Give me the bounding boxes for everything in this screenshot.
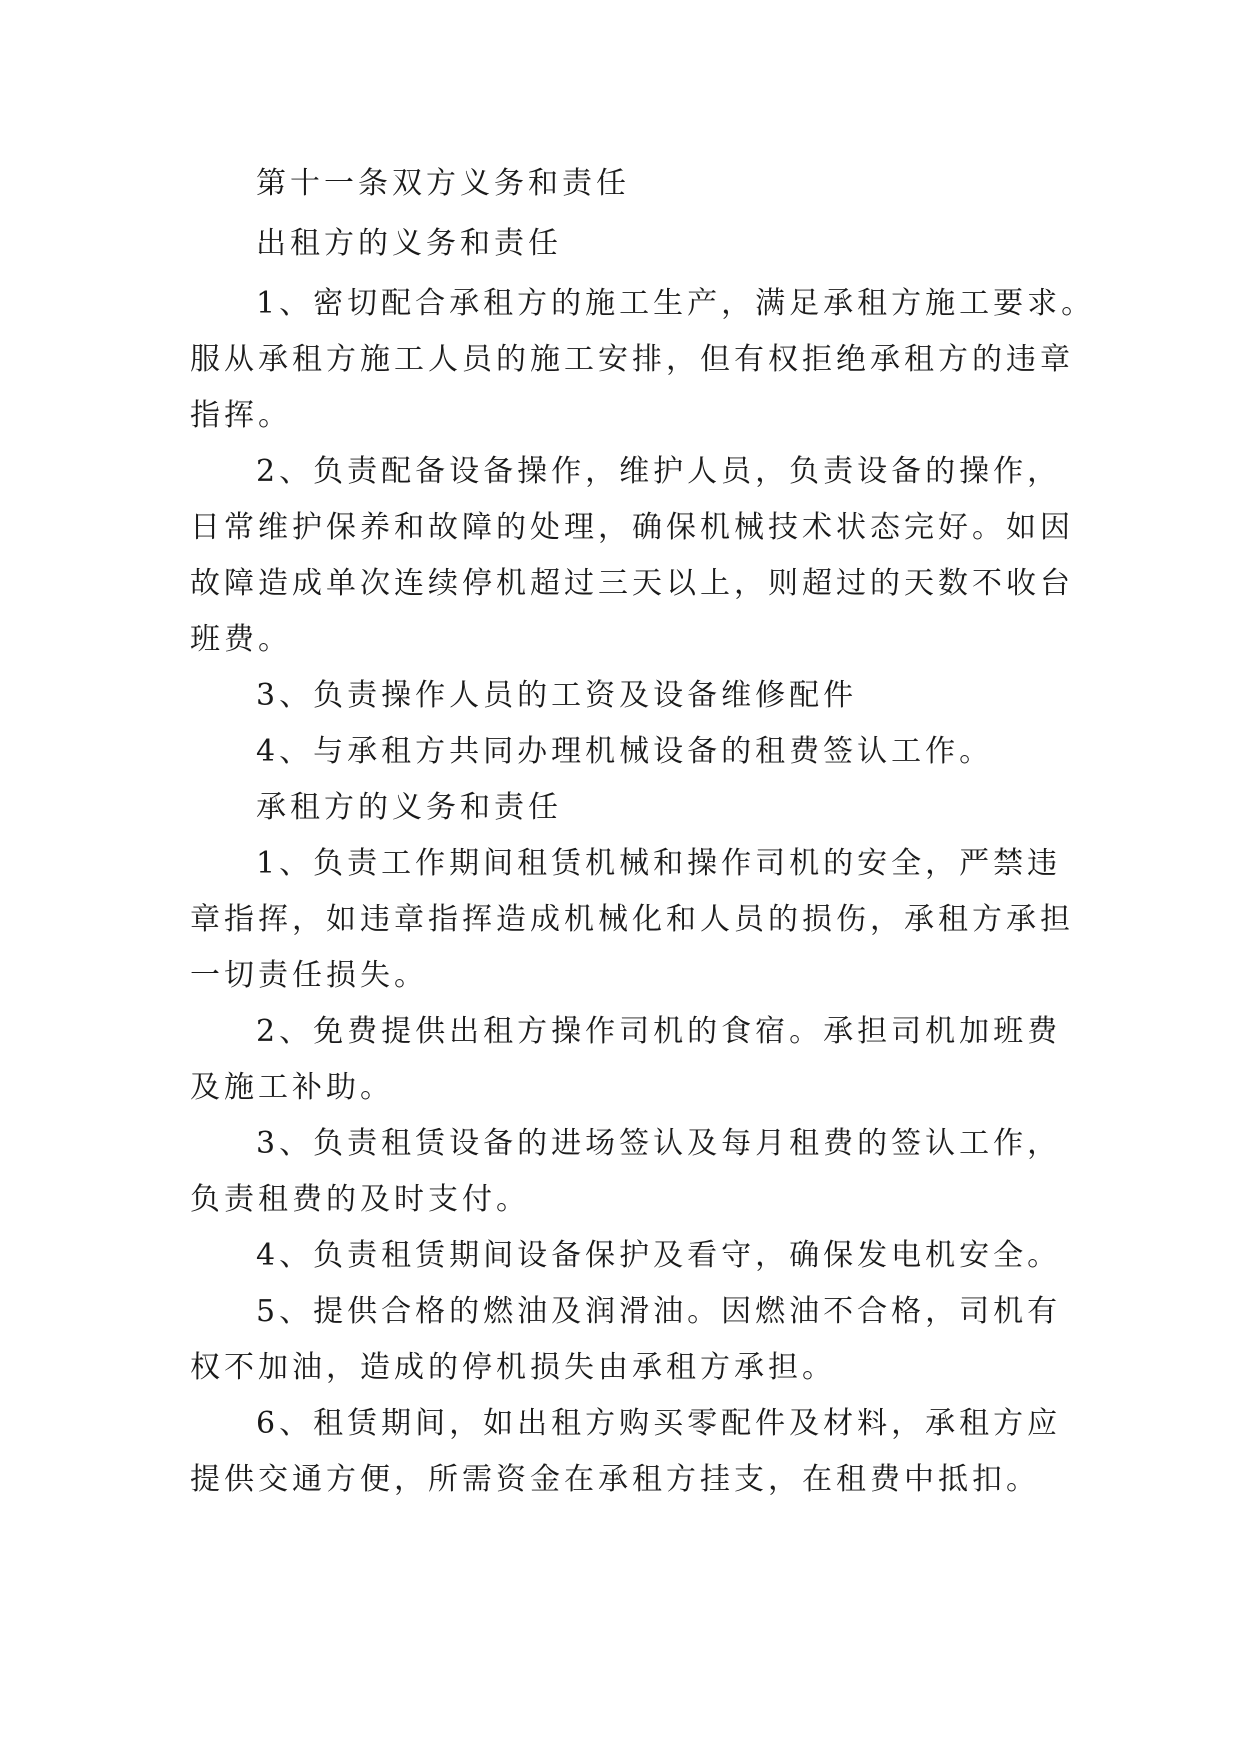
lessor-clause-2: 日常维护保养和故障的处理，确保机械技术状态完好。如因 bbox=[190, 510, 1074, 545]
lessor-clause-1: 指挥。 bbox=[190, 398, 292, 433]
lessor-clause-1: 1、密切配合承租方的施工生产，满足承租方施工要求。 bbox=[256, 286, 1096, 321]
lessor-clause-2: 故障造成单次连续停机超过三天以上，则超过的天数不收台 bbox=[190, 566, 1074, 601]
lessee-clause-1: 一切责任损失。 bbox=[190, 958, 428, 993]
lessor-clause-3: 3、负责操作人员的工资及设备维修配件 bbox=[256, 678, 858, 713]
lessee-clause-5: 权不加油，造成的停机损失由承租方承担。 bbox=[190, 1350, 836, 1385]
section-heading: 第十一条双方义务和责任 bbox=[256, 166, 630, 201]
lessor-clause-2: 班费。 bbox=[190, 622, 292, 657]
lessee-clause-1: 章指挥，如违章指挥造成机械化和人员的损伤，承租方承担 bbox=[190, 902, 1074, 937]
subsection-heading-lessor: 出租方的义务和责任 bbox=[256, 226, 562, 261]
lessee-clause-3: 3、负责租赁设备的进场签认及每月租费的签认工作， bbox=[256, 1126, 1062, 1161]
lessor-clause-2: 2、负责配备设备操作，维护人员，负责设备的操作， bbox=[256, 454, 1062, 489]
lessee-clause-2: 及施工补助。 bbox=[190, 1070, 394, 1105]
lessee-clause-3: 负责租费的及时支付。 bbox=[190, 1182, 530, 1217]
lessee-clause-6: 提供交通方便，所需资金在承租方挂支，在租费中抵扣。 bbox=[190, 1462, 1040, 1497]
lessor-clause-1: 服从承租方施工人员的施工安排，但有权拒绝承租方的违章 bbox=[190, 342, 1074, 377]
lessee-clause-1: 1、负责工作期间租赁机械和操作司机的安全，严禁违 bbox=[256, 846, 1062, 881]
lessee-clause-4: 4、负责租赁期间设备保护及看守，确保发电机安全。 bbox=[256, 1238, 1062, 1273]
lessor-clause-4: 4、与承租方共同办理机械设备的租费签认工作。 bbox=[256, 734, 994, 769]
lessee-clause-6: 6、租赁期间，如出租方购买零配件及材料，承租方应 bbox=[256, 1406, 1062, 1441]
subsection-heading-lessee: 承租方的义务和责任 bbox=[256, 790, 562, 825]
lessee-clause-2: 2、免费提供出租方操作司机的食宿。承担司机加班费 bbox=[256, 1014, 1062, 1049]
lessee-clause-5: 5、提供合格的燃油及润滑油。因燃油不合格，司机有 bbox=[256, 1294, 1062, 1329]
